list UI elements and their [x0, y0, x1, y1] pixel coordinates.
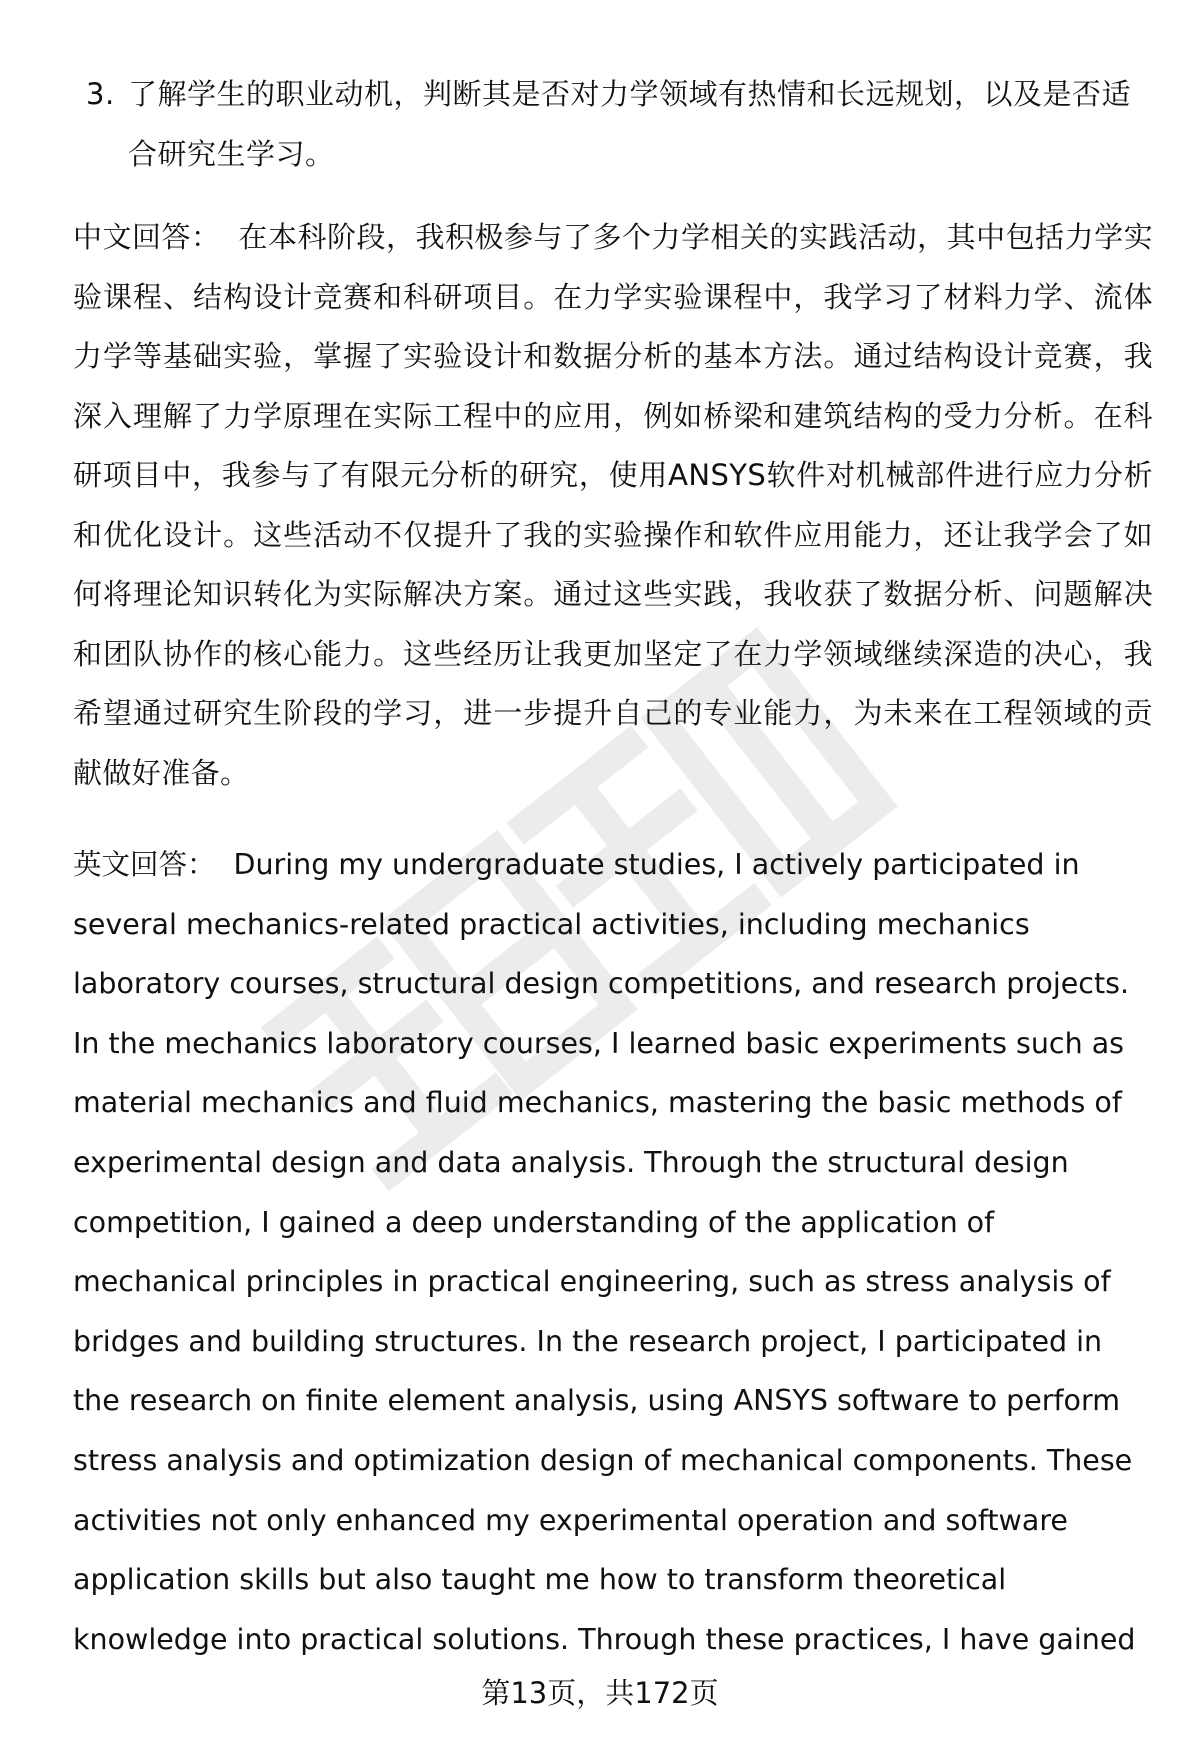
question-number: 3.: [86, 77, 115, 111]
english-answer: [73, 835, 1153, 1669]
chinese-answer-text: 在本科阶段，我积极参与了多个力学相关的实践活动，其中包括力学实验课程、结构设计竞赛和科研项目。在力学实验课程中，我学习了材料力学、流体力学等基础实验，掌握了实验设计和数据分析的基本方法。通过结构设计竞赛，我深入理解了力学原理在实际工程中的应用，例如桥梁和建筑结构的受力分析。在科研项目中，我参与了有限元分析的研究，使用ANSYS软件对机械部件进行应力分析和优化设计。这些活动不仅提升了我的实验操作和软件应用能力，还让我学会了如何将理论知识转化为实际解决方案。通过这些实践，我收获了数据分析、问题解决和团队协作的核心能力。这些经历让我更加坚定了在力学领域继续深造的决心，我希望通过研究生阶段的学习，进一步提升自己的专业能力，为未来在工程领域的贡献做好准备。: [73, 220, 1153, 790]
english-answer-text: During my undergraduate studies, I actively participated in several mechanics-related practical activities, including mechanics laboratory courses, structural design competitions, and research projects. In the mechanics laboratory courses, I learned basic experiments such as material mechanics and fluid mechanics, mastering the basic methods of experimental design and data analysis. Through the structural design competition, I gained a deep understanding of the application of mechanical principles in practical engineering, such as stress analysis of bridges and building structures. In the research project, I participated in the research on finite element analysis, using ANSYS software to perform stress analysis and optimization design of mechanical components. These activities not only enhanced my experimental operation and software application skills but also taught me how to transform theoretical knowledge into practical solutions. Through these practices, I have gained: [73, 848, 1136, 1656]
chinese-answer: [73, 208, 1153, 803]
question-item: [86, 64, 1146, 184]
question-text: 了解学生的职业动机，判断其是否对力学领域有热情和长远规划，以及是否适合研究生学习。: [128, 77, 1132, 171]
english-answer-label: 英文回答：: [73, 848, 216, 881]
page-indicator: 第13页，共172页: [481, 1676, 719, 1710]
chinese-answer-label: 中文回答：: [73, 220, 221, 254]
